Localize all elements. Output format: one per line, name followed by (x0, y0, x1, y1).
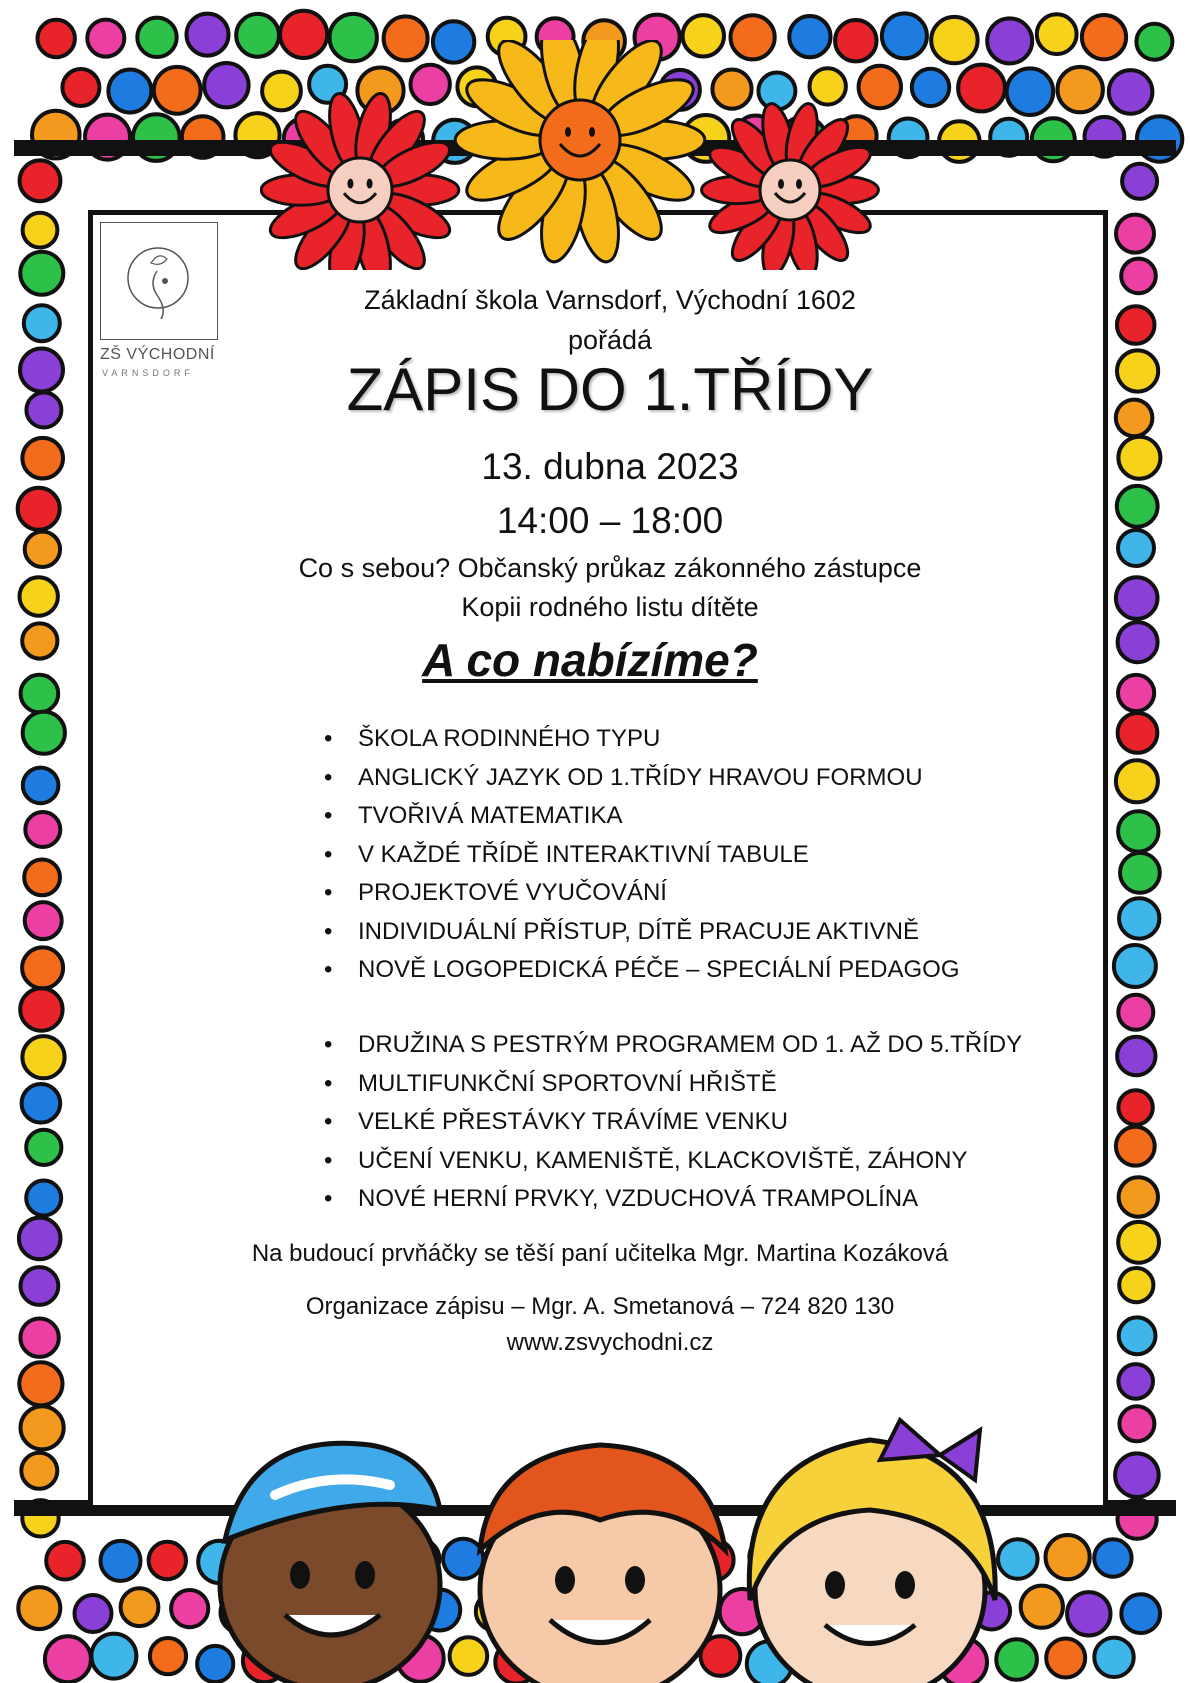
polka-dot (121, 1588, 159, 1626)
polka-dot (1120, 853, 1160, 893)
polka-dot (1046, 1639, 1085, 1678)
list-item: • UČENÍ VENKU, KAMENIŠTĚ, KLACKOVIŠTĚ, ZÁHONY (320, 1142, 1022, 1181)
logo-subtitle: VARNSDORF (102, 368, 194, 378)
polka-dot (45, 1636, 91, 1682)
polka-dot (187, 14, 229, 56)
offer-heading: A co nabízíme? (422, 634, 758, 686)
polka-dot (23, 768, 59, 804)
polka-dot (21, 675, 59, 713)
polka-dot (204, 63, 248, 107)
polka-dot (958, 65, 1005, 112)
polka-dot (26, 393, 61, 428)
polka-dot (20, 349, 63, 392)
polka-dot (987, 18, 1032, 63)
polka-dot (20, 577, 58, 615)
polka-dot (1117, 306, 1155, 344)
school-name: Základní škola Varnsdorf, Východní 1602 (364, 285, 856, 315)
polka-dot (1116, 577, 1158, 619)
polka-dot (1094, 1539, 1131, 1576)
polka-dot (87, 20, 124, 57)
list-item: • NOVĚ LOGOPEDICKÁ PÉČE – SPECIÁLNÍ PEDAGOG (320, 951, 960, 990)
polka-dot (23, 213, 58, 248)
polka-dot (1037, 14, 1077, 54)
polka-dot (46, 1542, 84, 1580)
polka-dot (38, 20, 75, 57)
polka-dot (22, 1036, 64, 1078)
polka-dot (62, 69, 99, 106)
polka-dot (22, 623, 57, 658)
polka-dot (1116, 1127, 1155, 1166)
contact-line: Organizace zápisu – Mgr. A. Smetanová – 724 820 130 (305, 1293, 895, 1320)
polka-dot (1117, 1037, 1155, 1075)
polka-dot (1119, 1406, 1154, 1441)
polka-dot (1121, 1594, 1160, 1633)
logo-box (100, 222, 218, 340)
polka-dot (1121, 259, 1156, 294)
flower-decoration (260, 40, 900, 270)
girl-blonde-icon (749, 1420, 995, 1683)
polka-dot (20, 252, 63, 295)
polka-dot (1118, 437, 1160, 479)
polka-dot (1118, 713, 1158, 753)
boy-red-hair-icon (480, 1445, 725, 1683)
polka-dot (26, 1130, 61, 1165)
polka-dot (1118, 995, 1153, 1030)
polka-dot (101, 1541, 141, 1581)
polka-dot (1116, 215, 1154, 253)
list-item: • ANGLICKÝ JAZYK OD 1.TŘÍDY HRAVOU FORMOU (320, 759, 960, 798)
polka-dot (26, 1181, 61, 1216)
polka-dot (1094, 1638, 1133, 1677)
polka-dot (75, 1595, 112, 1632)
flower-icon (455, 40, 705, 266)
polka-dot (22, 1084, 61, 1123)
polka-dot (21, 1453, 57, 1489)
polka-dot (1118, 811, 1158, 851)
bring-line-1: Co s sebou? Občanský průkaz zákonného zástupce (298, 553, 922, 583)
polka-dot (1122, 164, 1157, 199)
polka-dot (1119, 898, 1159, 938)
polka-dot (1118, 1222, 1159, 1263)
polka-dot (18, 1587, 60, 1629)
polka-dot (1119, 1177, 1158, 1216)
polka-dot (1007, 68, 1054, 115)
list-item: • VELKÉ PŘESTÁVKY TRÁVÍME VENKU (320, 1103, 1022, 1142)
polka-dot (20, 1319, 58, 1357)
flower-icon (702, 101, 879, 270)
polka-dot (108, 70, 151, 113)
polka-dot (23, 712, 65, 754)
polka-dot (1082, 15, 1126, 59)
polka-dot (19, 1362, 62, 1405)
polka-dot (1116, 400, 1153, 437)
polka-dot (22, 947, 63, 988)
polka-dot (1117, 350, 1158, 391)
boy-with-cap-icon (220, 1443, 440, 1683)
polka-dot (25, 902, 62, 939)
polka-dot (1118, 1090, 1152, 1124)
bring-line-2: Kopii rodného listu dítěte (461, 592, 759, 622)
polka-dot (1067, 1592, 1110, 1635)
offer-list-2 (320, 1026, 1022, 1219)
polka-dot (137, 18, 176, 57)
polka-dot (1119, 1317, 1156, 1354)
polka-dot (1118, 530, 1154, 566)
polka-dot (1109, 70, 1153, 114)
polka-dot (912, 69, 949, 106)
organizes-label: pořádá (567, 325, 653, 355)
polka-dot (154, 67, 201, 114)
list-item: • ŠKOLA RODINNÉHO TYPU (320, 720, 960, 759)
polka-dot (20, 1406, 63, 1449)
polka-dot (24, 305, 60, 341)
polka-dot (1115, 1453, 1159, 1497)
list-item: • INDIVIDUÁLNÍ PŘÍSTUP, DÍTĚ PRACUJE AKTIVNĚ (320, 913, 960, 952)
polka-dot (19, 1218, 61, 1260)
list-item: • DRUŽINA S PESTRÝM PROGRAMEM OD 1. AŽ DO 5.TŘÍDY (320, 1026, 1022, 1065)
flower-icon (261, 90, 459, 270)
polka-dot (18, 488, 60, 530)
polka-dot (1058, 67, 1103, 112)
polka-dot (931, 17, 977, 63)
polka-dot (1136, 24, 1172, 60)
kids-illustration (180, 1400, 1040, 1683)
polka-dot (1119, 1268, 1153, 1302)
list-item: • V KAŽDÉ TŘÍDĚ INTERAKTIVNÍ TABULE (320, 836, 960, 875)
page-title: ZÁPIS DO 1.TŘÍDY (346, 356, 874, 423)
event-time: 14:00 – 18:00 (496, 500, 724, 541)
polka-dot (22, 438, 63, 479)
polka-dot (20, 160, 61, 201)
website-link[interactable]: www.zsvychodni.cz (506, 1329, 714, 1356)
list-item: • MULTIFUNKČNÍ SPORTOVNÍ HŘIŠTĚ (320, 1065, 1022, 1104)
logo-emblem-icon (101, 223, 217, 339)
list-item: • TVOŘIVÁ MATEMATIKA (320, 797, 960, 836)
list-item: • NOVÉ HERNÍ PRVKY, VZDUCHOVÁ TRAMPOLÍNA (320, 1180, 1022, 1219)
polka-dot (24, 860, 60, 896)
polka-dot (1046, 1535, 1090, 1579)
polka-dot (25, 812, 60, 847)
event-date: 13. dubna 2023 (481, 446, 739, 487)
polka-dot (1117, 486, 1158, 527)
polka-dot (91, 1634, 136, 1679)
polka-dot (1118, 675, 1154, 711)
list-item: • PROJEKTOVÉ VYUČOVÁNÍ (320, 874, 960, 913)
polka-dot (25, 532, 60, 567)
polka-dot (1114, 945, 1156, 987)
polka-dot (21, 1267, 59, 1305)
offer-list-1 (320, 720, 960, 990)
polka-dot (1116, 760, 1158, 802)
logo-name: ZŠ VÝCHODNÍ (100, 346, 215, 363)
polka-dot (1118, 622, 1158, 662)
teacher-note: Na budoucí prvňáčky se těší paní učitelka Mgr. Martina Kozáková (251, 1240, 949, 1267)
polka-dot (1118, 1364, 1153, 1399)
polka-dot (20, 988, 62, 1030)
